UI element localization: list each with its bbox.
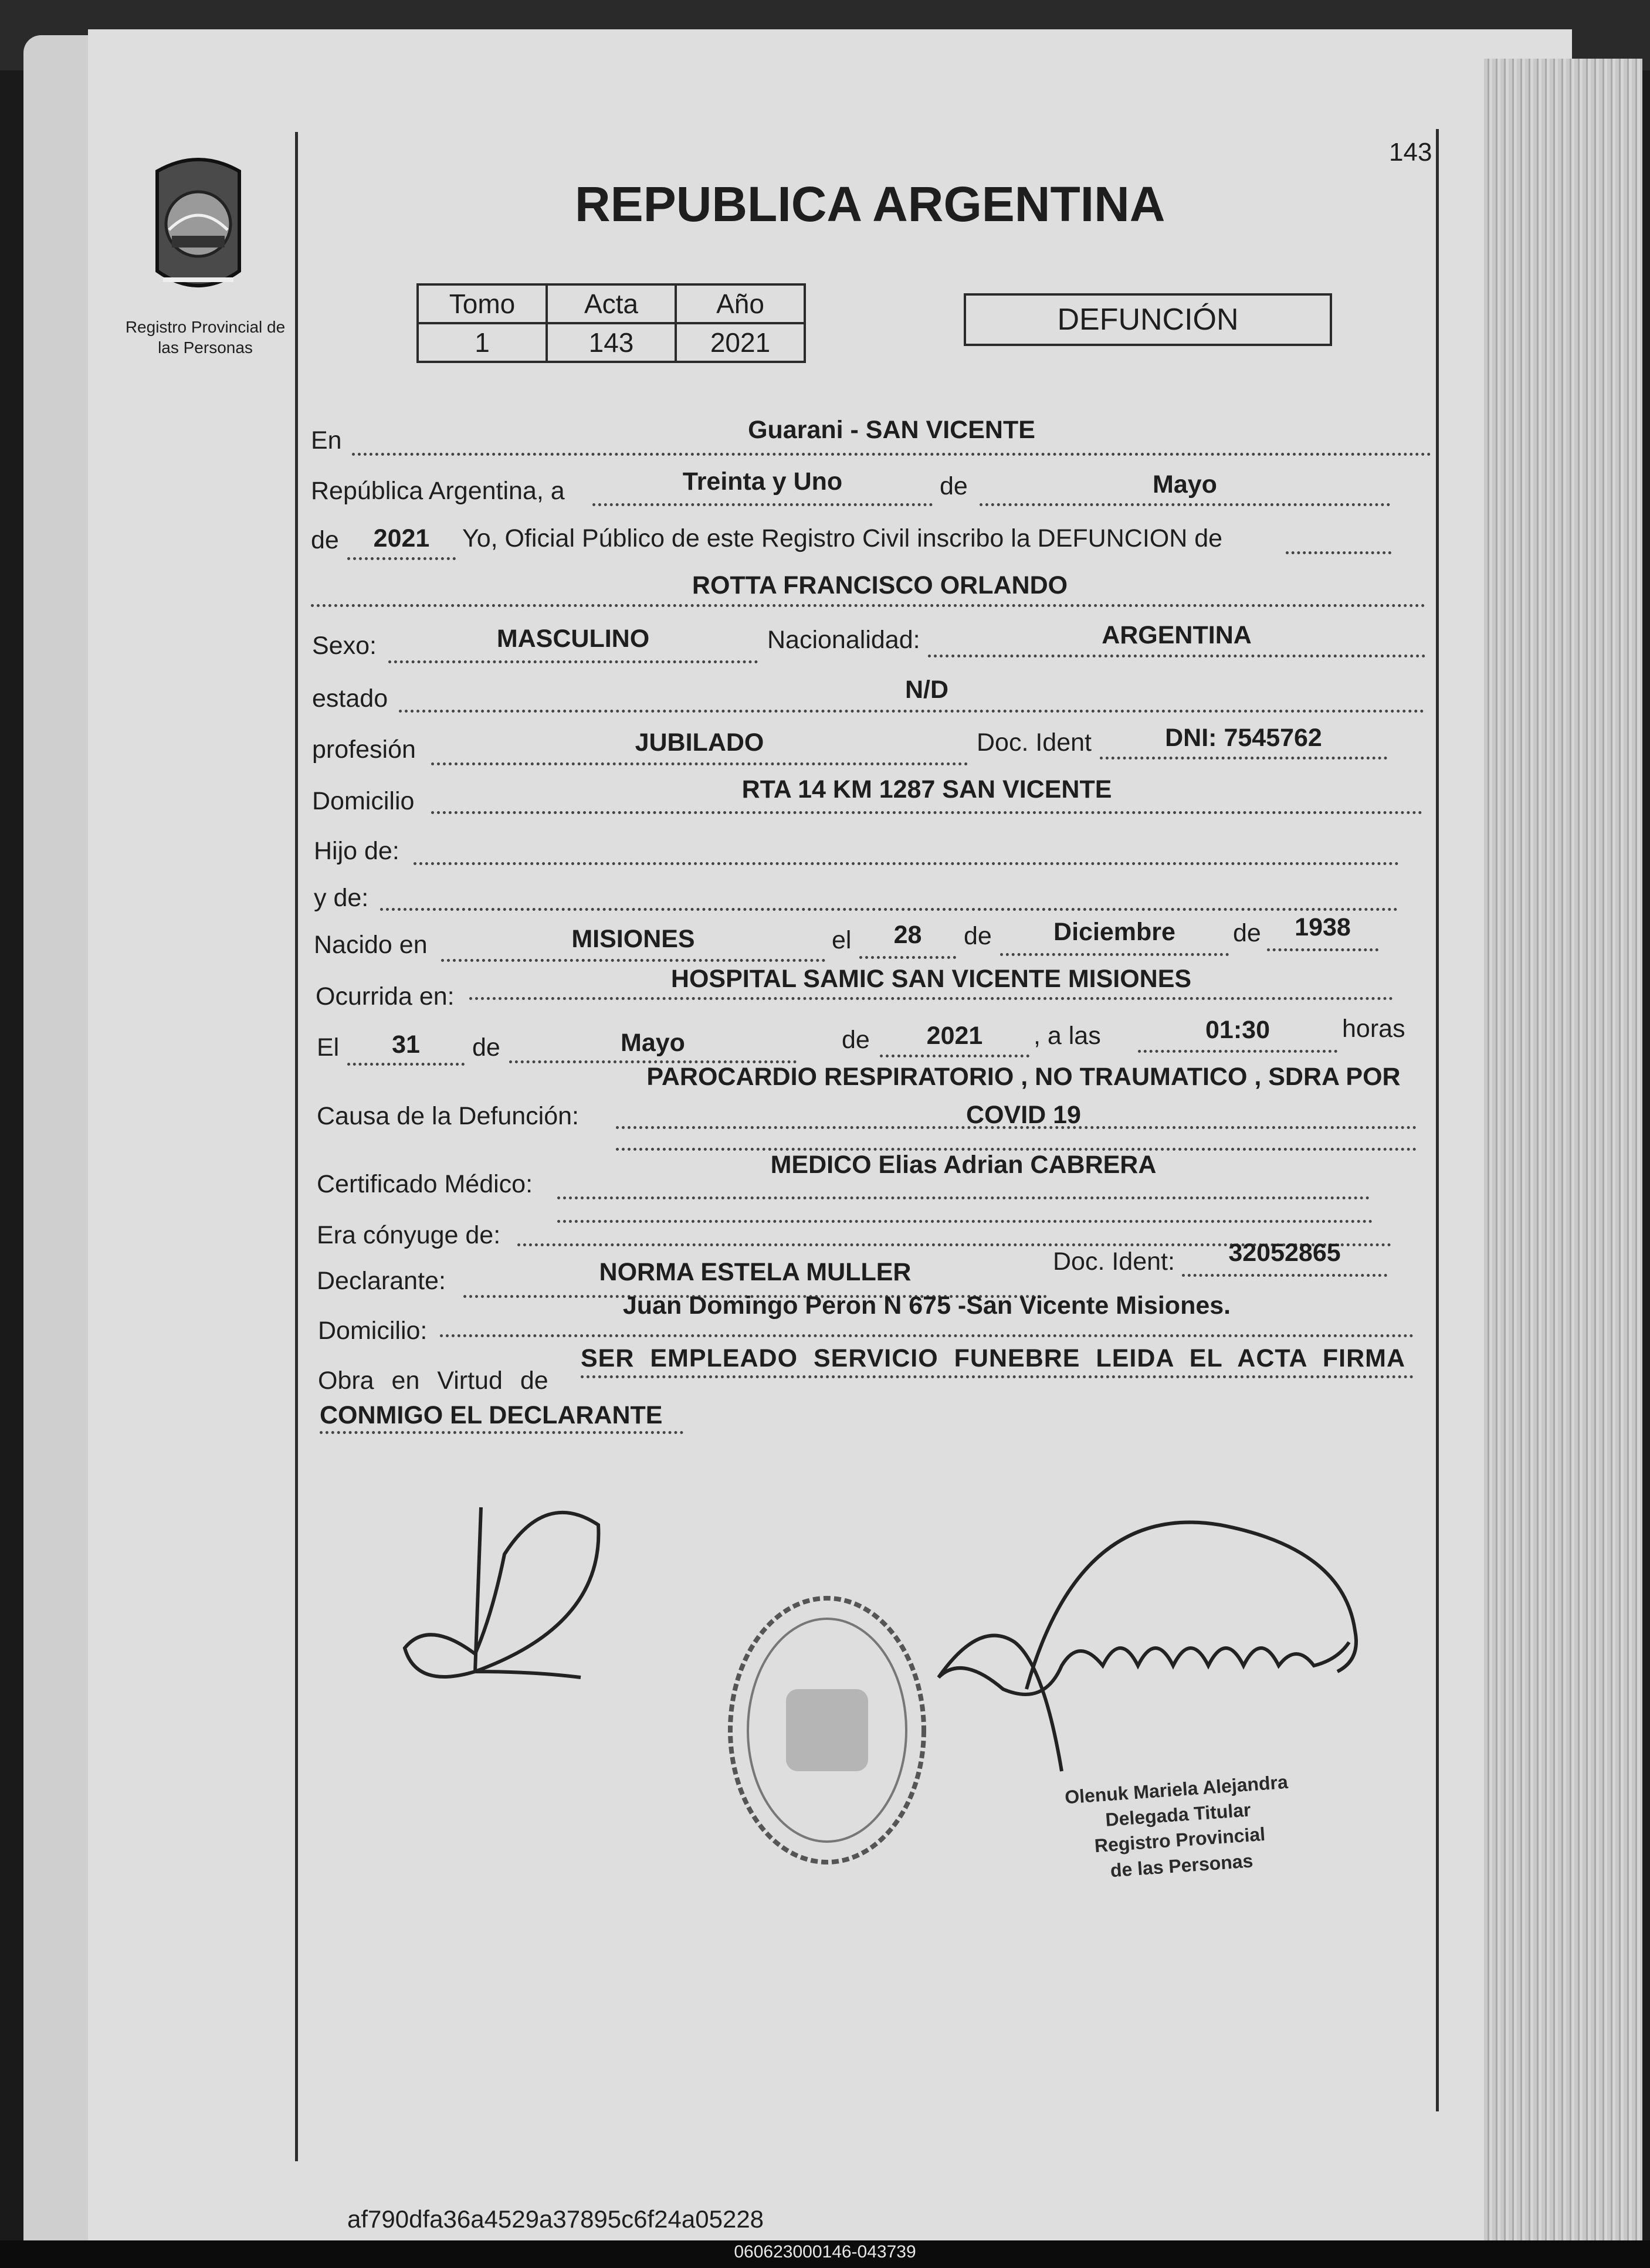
official-stamp [716, 1584, 938, 1877]
dotted-line [1267, 948, 1378, 951]
label-de: de [1233, 919, 1261, 947]
dotted-line [557, 1220, 1373, 1223]
table-value-acta: 143 [547, 323, 676, 362]
dotted-line [616, 1126, 1417, 1129]
value-domicilio-declarante: Juan Domingo Peron N 675 -San Vicente Misiones. [622, 1291, 1231, 1320]
label-y-de: y de: [314, 884, 369, 912]
acta-type-box: DEFUNCIÓN [964, 293, 1332, 346]
dotted-line [441, 959, 825, 962]
table-header-row [418, 284, 805, 323]
dotted-line [380, 908, 1398, 911]
officer-registry: Registro Provincial [1093, 1823, 1266, 1857]
label-horas: horas [1342, 1015, 1405, 1043]
label-profesion: profesión [312, 735, 416, 764]
label-causa: Causa de la Defunción: [317, 1102, 580, 1130]
dotted-line [320, 1431, 683, 1434]
value-nac-anio: 1938 [1295, 913, 1351, 941]
label-de: de [842, 1026, 870, 1054]
table-header-anio: Año [676, 284, 805, 323]
officer-name: Olenuk Mariela Alejandra [1064, 1771, 1289, 1808]
value-def-anio: 2021 [926, 1022, 983, 1050]
label-yo-oficial: Yo, Oficial Público de este Registro Civil inscribo la DEFUNCION de [462, 524, 1223, 552]
label-doc-ident-declarante: Doc. Ident: [1053, 1247, 1175, 1276]
label-doc-ident: Doc. Ident [977, 728, 1092, 757]
label-declarante: Declarante: [317, 1267, 446, 1295]
dotted-line [440, 1334, 1414, 1337]
label-de: de [964, 922, 992, 950]
label-republica: República Argentina, a [311, 477, 565, 505]
dotted-line [311, 604, 1425, 607]
label-El: El [317, 1033, 340, 1062]
value-causa-line-2: COVID 19 [966, 1101, 1081, 1129]
dotted-line [399, 710, 1424, 713]
left-margin-line [295, 132, 298, 2161]
document-title: REPUBLICA ARGENTINA [575, 177, 1165, 232]
label-conyuge: Era cónyuge de: [317, 1221, 501, 1249]
dotted-line [1138, 1050, 1337, 1053]
value-sexo: MASCULINO [496, 625, 650, 653]
dotted-line [1000, 953, 1229, 956]
table-values-row [418, 323, 805, 362]
value-causa-line-1: PAROCARDIO RESPIRATORIO , NO TRAUMATICO , SDRA POR [646, 1063, 1401, 1091]
registro-table [416, 283, 806, 363]
value-nacido-en: MISIONES [571, 925, 695, 953]
page-number: 143 [1389, 138, 1432, 167]
document-hash: af790dfa36a4529a37895c6f24a05228 [347, 2205, 764, 2233]
value-domicilio: RTA 14 KM 1287 SAN VICENTE [741, 775, 1112, 804]
label-domicilio: Domicilio [312, 787, 415, 815]
label-ocurrida-en: Ocurrida en: [316, 982, 455, 1011]
dotted-line [557, 1196, 1370, 1199]
dotted-line [352, 453, 1431, 456]
value-declarante-doc: 32052865 [1228, 1239, 1341, 1267]
dotted-line [1182, 1274, 1387, 1277]
value-estado: N/D [904, 676, 949, 704]
dotted-line [347, 557, 456, 560]
label-el: el [832, 926, 852, 954]
label-estado: estado [312, 684, 388, 713]
dotted-line [928, 655, 1425, 657]
label-certificado: Certificado Médico: [317, 1170, 533, 1198]
value-profesion: JUBILADO [635, 728, 764, 757]
value-obra-line-1: SER EMPLEADO SERVICIO FUNEBRE LEIDA EL ACTA FIRMA [581, 1344, 1406, 1372]
officer-registry-2: de las Personas [1109, 1849, 1254, 1881]
value-nac-dia: 28 [893, 921, 922, 949]
officer-signature [927, 1513, 1373, 1795]
table-value-anio: 2021 [676, 323, 805, 362]
officer-title: Delegada Titular [1104, 1799, 1252, 1830]
dotted-line [388, 660, 758, 663]
officer-name-block [1035, 1767, 1323, 1888]
value-nacionalidad: ARGENTINA [1102, 621, 1252, 649]
table-header-acta: Acta [547, 284, 676, 323]
value-hora: 01:30 [1205, 1016, 1270, 1044]
dotted-line [581, 1375, 1414, 1378]
label-nacido-en: Nacido en [314, 931, 428, 959]
dotted-line [469, 997, 1393, 1000]
book-page-edges [1484, 59, 1642, 2240]
document-page [88, 29, 1572, 2240]
dotted-line [431, 762, 968, 765]
value-ocurrida-en: HOSPITAL SAMIC SAN VICENTE MISIONES [670, 965, 1192, 993]
label-nacionalidad: Nacionalidad: [767, 626, 920, 654]
value-anio: 2021 [373, 524, 430, 552]
value-def-dia: 31 [392, 1030, 420, 1059]
value-declarante: NORMA ESTELA MULLER [599, 1258, 912, 1286]
right-margin-line [1436, 129, 1439, 2111]
value-nombre: ROTTA FRANCISCO ORLANDO [692, 571, 1068, 599]
registro-provincial-label: Registro Provincial de las Personas [125, 318, 286, 357]
dotted-line [414, 862, 1399, 865]
dotted-line [1286, 551, 1391, 554]
dotted-line [880, 1055, 1029, 1057]
value-dia-texto: Treinta y Uno [682, 467, 843, 496]
dotted-line [347, 1063, 465, 1066]
label-de: de [472, 1033, 500, 1062]
dotted-line [980, 503, 1390, 506]
dotted-line [431, 811, 1422, 814]
value-mes: Mayo [1153, 470, 1217, 499]
label-a-las: , a las [1034, 1022, 1101, 1050]
label-de: de [311, 526, 339, 554]
label-en: En [311, 426, 342, 455]
label-sexo: Sexo: [312, 632, 377, 660]
label-de: de [940, 472, 968, 500]
provincia-seal-emblem [140, 154, 257, 306]
value-obra-line-2: CONMIGO EL DECLARANTE [320, 1401, 663, 1429]
label-domicilio-declarante: Domicilio: [318, 1317, 428, 1345]
value-nac-mes: Diciembre [1053, 918, 1175, 946]
label-hijo-de: Hijo de: [314, 837, 399, 865]
value-def-mes: Mayo [621, 1029, 685, 1057]
dotted-line [859, 956, 956, 959]
value-certificado: MEDICO Elias Adrian CABRERA [770, 1151, 1157, 1179]
dotted-line [592, 503, 933, 506]
declarant-signature [393, 1496, 616, 1701]
dotted-line [1100, 757, 1387, 760]
table-header-tomo: Tomo [418, 284, 547, 323]
label-obra: Obra en Virtud de [318, 1367, 548, 1395]
table-value-tomo: 1 [418, 323, 547, 362]
footer-id: 060623000146-043739 [734, 2242, 916, 2262]
value-lugar: Guarani - SAN VICENTE [748, 416, 1035, 444]
value-dni: DNI: 7545762 [1165, 724, 1322, 752]
